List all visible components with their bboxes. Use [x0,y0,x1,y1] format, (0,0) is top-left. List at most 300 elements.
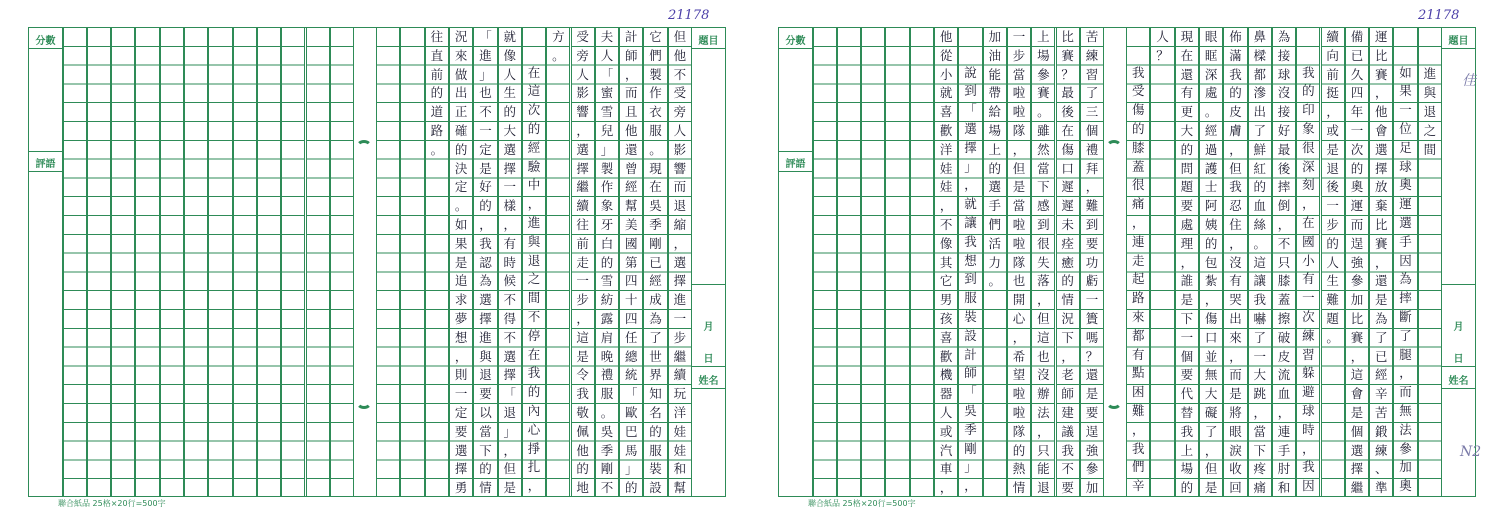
grid-cell: ， [673,235,687,251]
grid-cell: ， [1229,348,1242,364]
grid-cell: 它 [939,273,953,289]
grid-cell [258,215,280,234]
grid-cell [307,402,329,421]
grid-cell [377,103,399,122]
grid-cell: 士 [1204,179,1218,195]
grid-cell: 紅 [1253,160,1266,176]
grid-cell [209,440,231,459]
grid-cell: 有 [503,235,516,251]
grid-cell: 「 [624,386,638,402]
grid-cell [1322,459,1344,478]
grid-cell [814,290,836,309]
grid-cell: 佩 [576,423,589,439]
grid-cell [161,402,183,421]
grid-cell [64,178,86,197]
grid-cell [88,365,110,384]
grid-cell: 前 [430,66,444,82]
grid-column [87,28,111,496]
grid-cell [1419,159,1441,178]
grid-cell: 做 [454,66,468,82]
grid-cell: 夢 [454,310,468,326]
grid-cell: 喜 [939,329,953,345]
grid-cell: 向 [1326,47,1339,63]
grid-cell [911,290,933,309]
grid-cell: 後 [1061,104,1074,120]
grid-cell [814,346,836,365]
grid-cell [377,365,399,384]
grid-cell [426,160,448,179]
grid-cell: 出 [454,85,468,101]
grid-cell: 「 [479,29,492,44]
grid-cell [88,253,110,272]
grid-cell: ， [1302,196,1315,212]
grid-cell: ， [1037,423,1050,439]
grid-cell [886,122,908,141]
grid-cell: 難 [1131,403,1145,418]
grid-column [546,28,570,496]
grid-cell: 洋 [939,141,953,157]
grid-cell: 挺 [1326,85,1339,101]
grid-cell [959,28,981,46]
grid-cell [838,271,860,290]
grid-cell: 上 [1037,29,1050,44]
grid-cell [911,103,933,122]
grid-cell: 力 [988,254,1001,270]
grid-cell [282,365,304,384]
grid-cell [209,196,231,215]
grid-cell: 只 [1037,442,1050,458]
grid-cell: 虧 [1085,273,1099,289]
grid-cell: 最 [1277,141,1291,157]
grid-cell: 或 [1326,122,1339,138]
grid-cell: 製 [600,160,614,176]
grid-column [1007,28,1031,496]
grid-cell: 小 [1302,252,1315,268]
grid-cell [136,196,158,215]
grid-cell: 不 [673,66,687,82]
grid-cell [307,28,329,47]
grid-cell [377,440,399,459]
grid-cell [209,309,231,328]
grid-cell [547,459,569,478]
grid-cell: 遲 [1061,198,1074,214]
grid-cell [862,459,884,478]
grid-cell [1151,365,1173,384]
grid-column [306,28,330,496]
grid-cell [426,403,448,422]
grid-cell: 在 [1302,215,1315,231]
grid-cell [331,402,353,421]
grid-cell [307,365,329,384]
grid-cell: 時 [503,254,516,270]
grid-cell [64,477,86,496]
grid-cell [862,215,884,234]
grid-cell [136,215,158,234]
grid-cell: 運 [1350,198,1364,214]
fold-mark-bottom [356,395,372,409]
grid-cell [1151,403,1173,422]
grid-cell: 夫 [600,29,614,44]
grid-cell [282,178,304,197]
grid-cell: 的 [1253,179,1266,195]
grid-cell [401,346,423,365]
grid-cell [282,215,304,234]
grid-cell: 。 [1037,104,1050,120]
grid-cell [401,84,423,103]
grid-cell [185,384,207,403]
grid-cell: 有 [1180,85,1194,101]
grid-cell: 選 [454,442,468,458]
grid-cell: 選 [988,179,1001,195]
grid-cell: 是 [454,254,468,270]
grid-cell: 當 [1253,423,1266,439]
grid-cell: 。 [1253,235,1266,251]
grid-cell: ？ [1156,47,1169,63]
grid-cell: 了 [1399,327,1412,343]
grid-cell [185,140,207,159]
grid-cell: 進 [673,292,687,308]
grid-cell: 之 [527,271,541,287]
grid-cell: 續 [576,198,589,214]
grid-cell: 是 [1229,386,1242,402]
grid-cell: 娃 [673,423,687,439]
grid-cell [886,159,908,178]
grid-cell: 季 [649,216,662,232]
grid-cell [112,477,134,496]
grid-cell [426,253,448,272]
grid-cell: 選 [1399,215,1412,231]
grid-cell: 裝 [649,461,662,477]
grid-cell: 隊 [1012,254,1026,270]
grid-cell [547,290,569,309]
grid-cell [161,477,183,496]
grid-cell [886,309,908,328]
grid-cell [838,84,860,103]
grid-cell [282,459,304,478]
grid-cell [984,403,1006,422]
grid-cell [136,421,158,440]
grid-cell [911,122,933,141]
grid-cell [1151,103,1173,122]
grid-cell: 季 [600,442,614,458]
grid-cell: 」 [503,423,516,439]
grid-cell: 的 [1229,85,1242,101]
grid-cell: 四 [624,310,638,326]
grid-cell: 下 [1180,310,1194,326]
grid-cell [88,215,110,234]
grid-cell: 這 [1350,367,1364,383]
grid-cell: 我 [1253,292,1266,308]
grid-cell: 掙 [527,440,541,456]
grid-cell [88,65,110,84]
grid-cell [112,309,134,328]
grid-cell [814,309,836,328]
grid-cell [377,421,399,440]
grid-cell: 處 [1180,216,1194,232]
grid-cell: 為 [479,273,492,289]
grid-cell [136,309,158,328]
grid-cell: 手 [988,198,1001,214]
grid-cell: 來 [1131,309,1145,325]
grid-column [1199,28,1223,496]
grid-cell [1419,178,1441,197]
grid-cell: 感 [1037,198,1050,214]
grid-cell [862,477,884,496]
grid-cell [136,253,158,272]
grid-cell [862,309,884,328]
grid-cell: 不 [939,216,953,232]
grid-cell [862,440,884,459]
grid-column [643,28,667,496]
grid-cell: 皮 [1229,104,1242,120]
grid-cell: 不 [479,104,492,120]
grid-cell: 還 [624,141,638,157]
grid-cell [64,309,86,328]
grid-cell [1151,234,1173,253]
grid-cell: 人 [1326,254,1339,270]
grid-cell: 。 [1204,104,1218,120]
grid-cell: 退 [1037,480,1050,496]
grid-cell: 都 [1253,66,1266,82]
grid-cell [161,440,183,459]
grid-cell [209,178,231,197]
grid-cell [377,28,399,47]
grid-column [1321,28,1345,496]
grid-cell: 續 [1326,29,1339,44]
grid-cell [911,477,933,496]
grid-cell: ， [1204,442,1218,458]
grid-cell [426,440,448,459]
grid-cell [331,234,353,253]
grid-cell: 深 [1302,158,1315,174]
grid-cell: 棄 [1374,198,1388,214]
grid-cell [307,103,329,122]
grid-cell: 經 [1374,367,1388,383]
grid-cell: 界 [649,367,662,383]
grid-cell [377,47,399,66]
grid-cell [234,65,256,84]
grid-cell: 理 [1180,235,1194,251]
grid-cell [258,65,280,84]
grid-column [1393,28,1417,496]
grid-cell [377,65,399,84]
grid-cell [64,47,86,66]
grid-cell: 參 [1399,440,1412,456]
grader-scribble-top: 佳 [1462,73,1476,89]
grid-cell [862,402,884,421]
grid-cell [862,253,884,272]
grid-cell [209,346,231,365]
grid-cell: 避 [1302,384,1315,400]
grid-cell [136,122,158,141]
grid-cell: 裝 [964,309,977,325]
grid-cell: 況 [1061,310,1074,326]
grid-cell [88,122,110,141]
grid-cell: 機 [939,367,953,383]
grid-cell [64,421,86,440]
grid-cell [234,253,256,272]
grid-cell [547,122,569,141]
grid-cell [282,159,304,178]
grid-cell: 沒 [1229,254,1242,270]
grid-cell [331,421,353,440]
grid-cell: 與 [1423,85,1437,101]
grid-cell: 選 [673,254,687,270]
grid-cell: 下 [1061,329,1074,345]
grid-cell [112,28,134,47]
grid-cell [64,271,86,290]
grid-cell [258,28,280,47]
grid-cell [911,84,933,103]
grid-cell [161,309,183,328]
grid-cell: 的 [430,85,444,101]
grid-cell: 是 [1374,292,1388,308]
grid-cell: 但 [1037,310,1050,326]
grid-cell: 個 [1180,348,1194,364]
grid-cell [331,365,353,384]
grid-cell: 無 [1204,367,1218,383]
grid-cell [838,459,860,478]
grid-cell: 球 [1302,403,1315,418]
grid-cell: 。 [552,47,565,63]
grid-cell [136,178,158,197]
grid-column [425,28,449,496]
grid-cell: 老 [1061,367,1074,383]
grid-cell: 幫 [624,198,638,214]
grid-cell: 確 [454,122,468,138]
grid-cell: 我 [1131,440,1145,456]
grid-cell [185,28,207,47]
grid-cell: 了 [1253,329,1266,345]
grid-cell [547,421,569,440]
grid-cell [209,421,231,440]
grid-cell [814,402,836,421]
topic-label: 題目 [698,36,719,47]
grid-cell [984,459,1006,478]
grid-cell: 的 [1061,273,1074,289]
grid-cell: 它 [649,29,662,44]
grid-cell [862,271,884,290]
grid-cell [886,103,908,122]
grid-cell: 經 [624,179,638,195]
grid-cell [185,459,207,478]
grid-cell [307,309,329,328]
name-label: 姓名 [698,376,719,387]
grid-cell [814,459,836,478]
month-label: 月 [703,322,714,333]
grid-cell [426,384,448,403]
grid-cell [161,253,183,272]
grid-cell: 膝 [1277,273,1291,289]
grid-cell [307,346,329,365]
grid-cell [64,384,86,403]
grid-cell [1151,328,1173,347]
grid-cell: 情 [1061,292,1074,308]
grid-cell [185,103,207,122]
grid-cell: 沒 [1037,367,1050,383]
grid-column [184,28,208,496]
grid-column [668,28,692,496]
grid-cell [331,140,353,159]
grid-cell [1151,140,1173,159]
grid-cell [331,346,353,365]
grid-cell [523,28,545,46]
grid-cell: 但 [1204,461,1218,477]
grid-cell: 癒 [1061,254,1074,270]
grid-cell [331,384,353,403]
grid-cell: 習 [1085,66,1099,82]
grid-cell: 定 [454,179,468,195]
grid-cell: 。 [430,141,444,157]
grid-column [837,28,861,496]
grid-cell [307,421,329,440]
grid-cell: 題 [1180,179,1194,195]
grid-cell [136,477,158,496]
grid-cell [426,309,448,328]
grid-cell: 孩 [939,310,953,326]
grid-cell [307,440,329,459]
grid-cell [136,440,158,459]
grid-cell: 深 [1204,66,1218,82]
grid-cell [984,347,1006,366]
grid-cell: 」 [624,461,638,477]
grid-cell: 決 [454,160,468,176]
grid-cell: 如 [454,216,468,232]
grid-cell [88,402,110,421]
grid-cell: 連 [1131,233,1145,249]
grid-cell: 受 [1131,83,1145,99]
grid-column [160,28,184,496]
grid-cell: 繼 [673,348,687,364]
grid-cell: 。 [600,404,614,420]
grid-cell: 場 [1037,47,1050,63]
grid-cell: 當 [1012,66,1026,82]
grid-cell: 則 [454,367,468,383]
grid-cell: 是 [503,480,516,496]
grid-cell [209,28,231,47]
grid-cell [282,477,304,496]
grid-cell [331,122,353,141]
grid-cell: 退 [479,367,492,383]
grid-cell: 議 [1061,423,1074,439]
grid-column [885,28,909,496]
grid-cell: 走 [1131,252,1145,268]
grid-cell: ， [576,310,589,326]
grid-cell: 樣 [503,198,516,214]
grid-cell [401,309,423,328]
grid-cell: 了 [1085,85,1099,101]
grid-cell: 難 [1326,292,1339,308]
grid-cell: 停 [527,327,541,343]
grid-cell [814,140,836,159]
grid-cell: 我 [1229,66,1242,82]
grid-cell [88,234,110,253]
grid-cell [307,253,329,272]
grid-cell: 運 [1399,196,1412,212]
grid-cell [258,234,280,253]
grid-cell [984,328,1006,347]
grid-cell [862,421,884,440]
grid-cell [1151,272,1173,291]
grid-cell [88,47,110,66]
grid-cell: ， [479,216,492,232]
grid-cell [426,459,448,478]
grid-cell: 之 [1423,122,1437,138]
grid-column [1248,28,1272,496]
grid-cell [401,178,423,197]
grid-cell [209,140,231,159]
grid-cell: 我 [964,233,977,249]
